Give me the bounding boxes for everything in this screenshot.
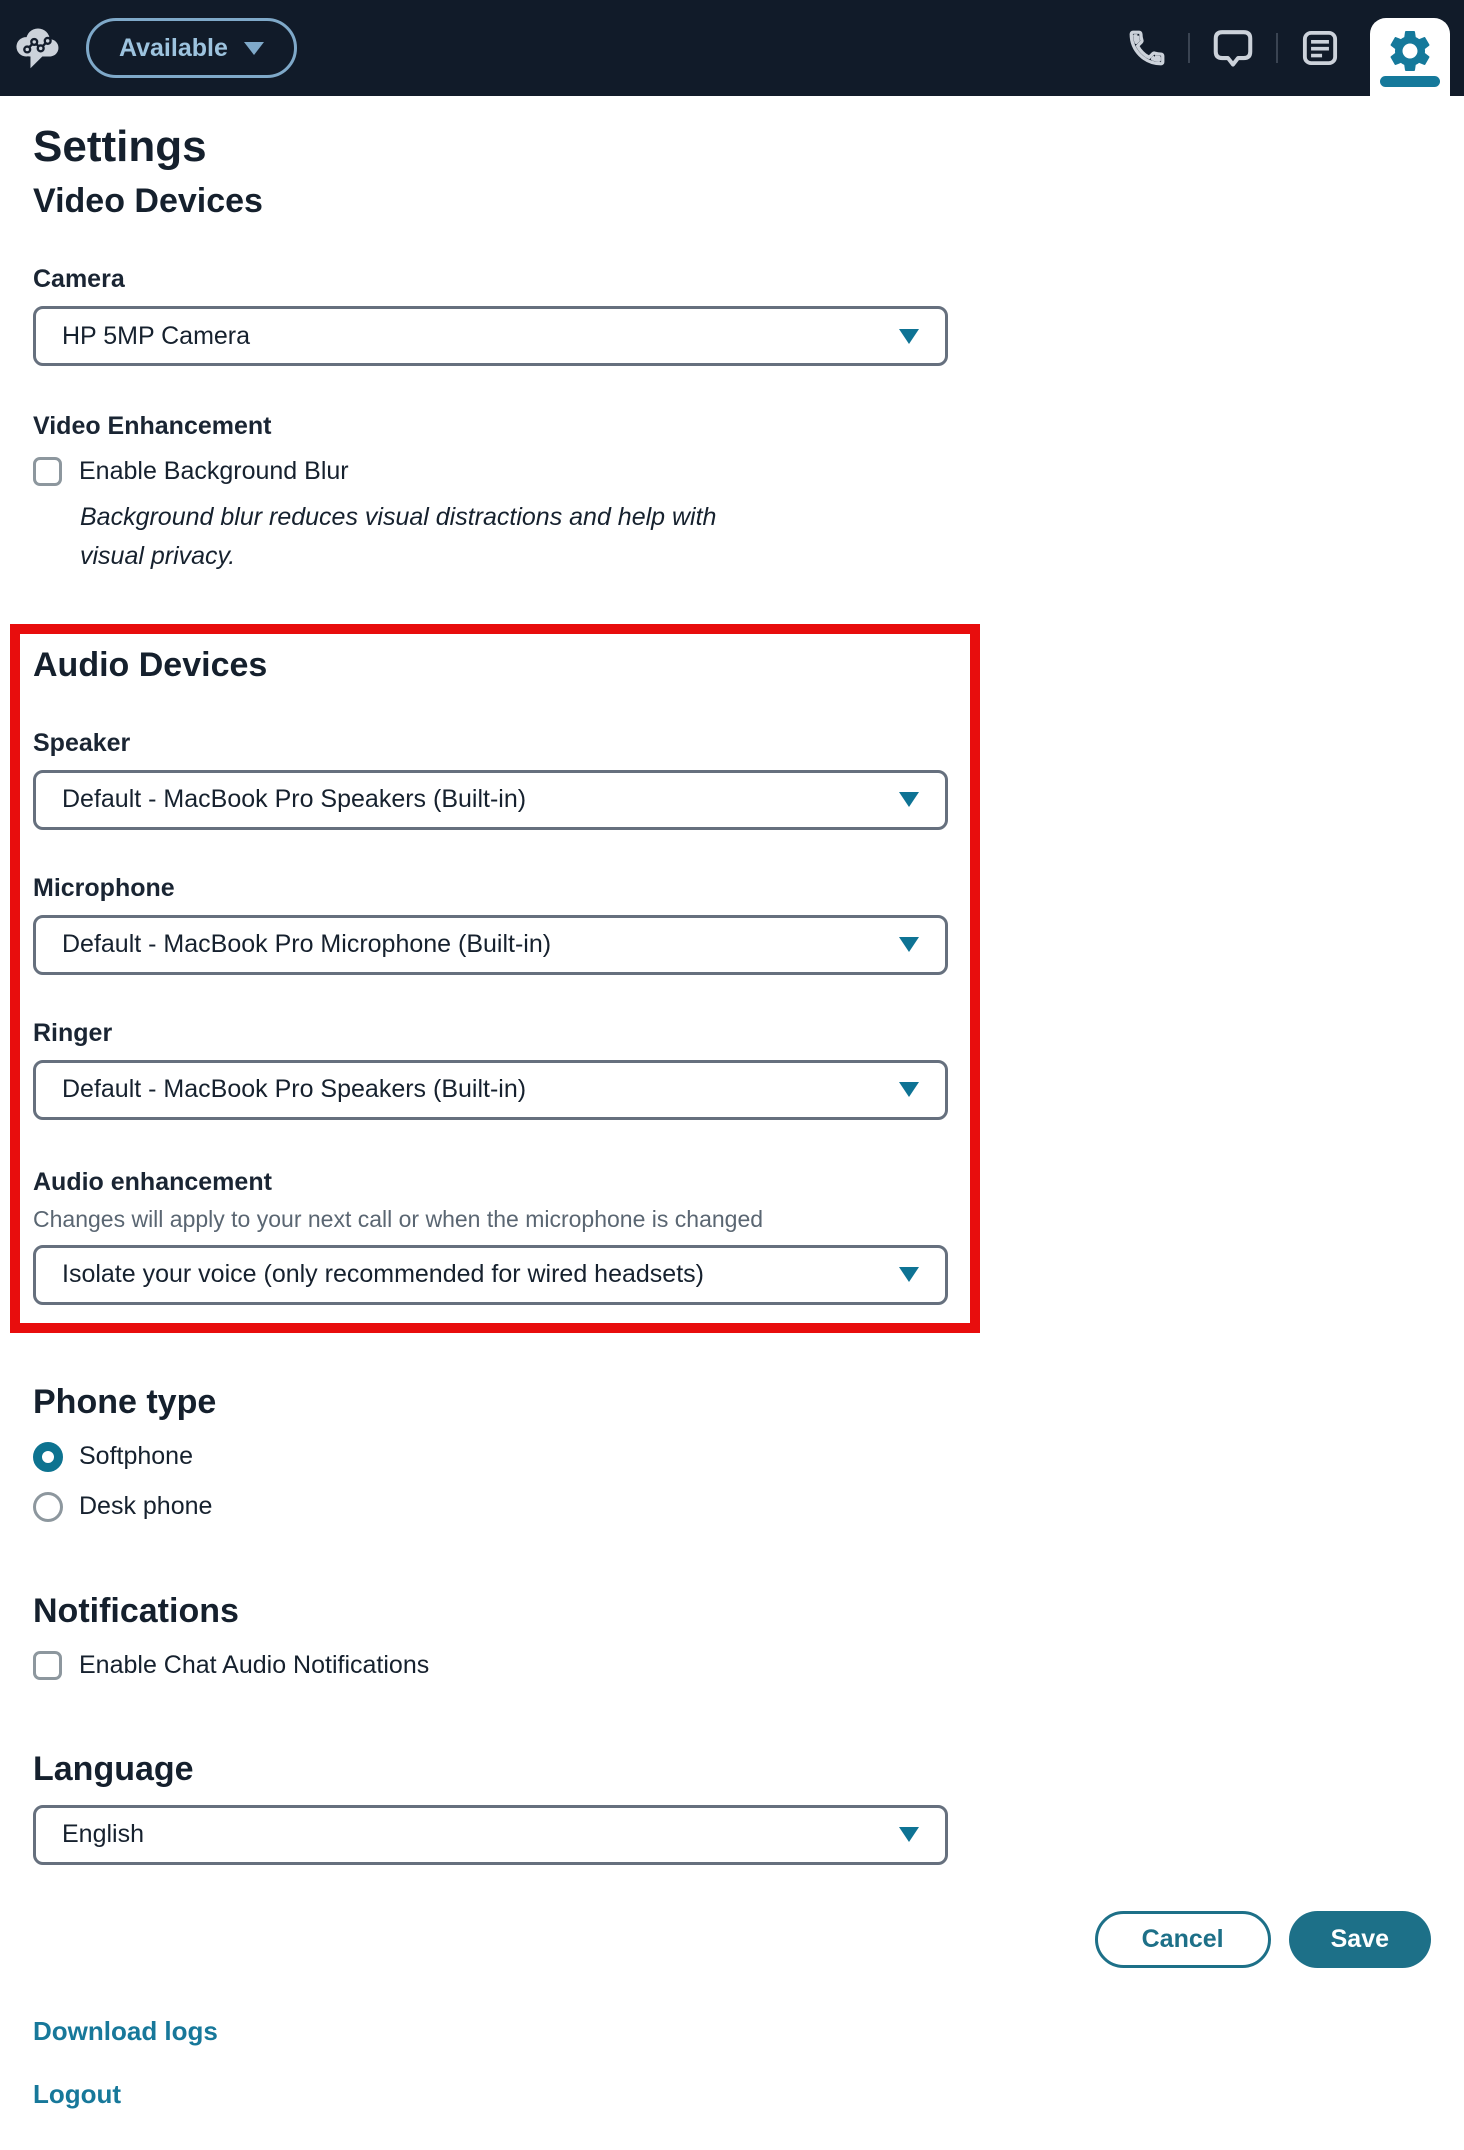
audio-enhancement-label: Audio enhancement <box>33 1167 272 1196</box>
connect-cloud-logo-icon <box>10 18 66 82</box>
settings-tab-active[interactable] <box>1370 18 1450 96</box>
top-bar <box>0 0 1464 96</box>
video-devices-heading: Video Devices <box>33 182 263 220</box>
chevron-down-icon <box>244 42 264 55</box>
phone-type-heading: Phone type <box>33 1382 217 1421</box>
phone-button[interactable] <box>1114 27 1180 69</box>
desk-phone-label: Desk phone <box>79 1492 213 1520</box>
save-button[interactable]: Save <box>1289 1911 1431 1968</box>
background-blur-checkbox[interactable] <box>33 457 62 486</box>
divider <box>1188 33 1190 63</box>
background-blur-note: Background blur reduces visual distractions and help with visual privacy. <box>80 503 717 570</box>
chat-audio-notifications-row <box>33 1651 1431 1680</box>
dropdown-caret-icon <box>899 329 919 344</box>
background-blur-label: Enable Background Blur <box>79 457 349 485</box>
softphone-option-row <box>33 1442 1431 1472</box>
phone-type-section <box>33 1383 1431 1522</box>
task-list-button[interactable] <box>1286 26 1354 70</box>
microphone-label: Microphone <box>33 873 175 902</box>
top-bar-actions <box>1114 0 1450 96</box>
speaker-label: Speaker <box>33 728 131 757</box>
desk-phone-radio[interactable] <box>33 1492 63 1522</box>
notifications-section <box>33 1592 1431 1680</box>
page-title: Settings <box>33 122 207 171</box>
language-heading: Language <box>33 1749 194 1788</box>
camera-select[interactable] <box>33 306 948 366</box>
microphone-select-value: Default - MacBook Pro Microphone (Built-in) <box>62 930 552 958</box>
speaker-select[interactable] <box>33 770 948 830</box>
video-devices-section <box>33 182 1431 576</box>
form-actions <box>33 1911 1431 1968</box>
language-select-value: English <box>62 1820 144 1848</box>
chat-button[interactable] <box>1198 25 1268 71</box>
ringer-label: Ringer <box>33 1018 113 1047</box>
language-select[interactable] <box>33 1805 948 1865</box>
speaker-select-value: Default - MacBook Pro Speakers (Built-in) <box>62 785 527 813</box>
softphone-radio[interactable] <box>33 1442 63 1472</box>
dropdown-caret-icon <box>899 1267 919 1282</box>
agent-status-dropdown[interactable] <box>86 18 297 78</box>
ringer-select-value: Default - MacBook Pro Speakers (Built-in) <box>62 1075 527 1103</box>
ringer-select[interactable] <box>33 1060 948 1120</box>
audio-devices-highlighted-section <box>10 624 980 1333</box>
notifications-heading: Notifications <box>33 1591 239 1630</box>
softphone-label: Softphone <box>79 1442 193 1470</box>
active-tab-indicator <box>1380 76 1440 87</box>
dropdown-caret-icon <box>899 792 919 807</box>
task-list-icon <box>1298 26 1342 70</box>
gear-icon <box>1385 26 1435 76</box>
audio-enhancement-select-value: Isolate your voice (only recommended for wired headsets) <box>62 1260 704 1288</box>
camera-label: Camera <box>33 265 125 293</box>
dropdown-caret-icon <box>899 1827 919 1842</box>
dropdown-caret-icon <box>899 937 919 952</box>
desk-phone-option-row <box>33 1492 1431 1522</box>
dropdown-caret-icon <box>899 1082 919 1097</box>
microphone-select[interactable] <box>33 915 948 975</box>
audio-devices-heading: Audio Devices <box>33 645 268 684</box>
camera-select-value: HP 5MP Camera <box>62 321 251 350</box>
audio-enhancement-hint: Changes will apply to your next call or when the microphone is changed <box>33 1205 764 1232</box>
chat-audio-notifications-checkbox[interactable] <box>33 1651 62 1680</box>
logout-link[interactable]: Logout <box>33 2078 122 2109</box>
cancel-button[interactable]: Cancel <box>1095 1911 1271 1968</box>
video-enhancement-label: Video Enhancement <box>33 412 272 440</box>
audio-enhancement-select[interactable] <box>33 1245 948 1305</box>
download-logs-link[interactable]: Download logs <box>33 2015 218 2046</box>
language-section <box>33 1750 1431 1865</box>
phone-icon <box>1126 27 1168 69</box>
chat-icon <box>1210 25 1256 71</box>
divider <box>1276 33 1278 63</box>
agent-status-label: Available <box>119 33 228 62</box>
chat-audio-notifications-label: Enable Chat Audio Notifications <box>79 1650 430 1679</box>
settings-page <box>0 122 1464 2150</box>
background-blur-row <box>33 457 1431 486</box>
